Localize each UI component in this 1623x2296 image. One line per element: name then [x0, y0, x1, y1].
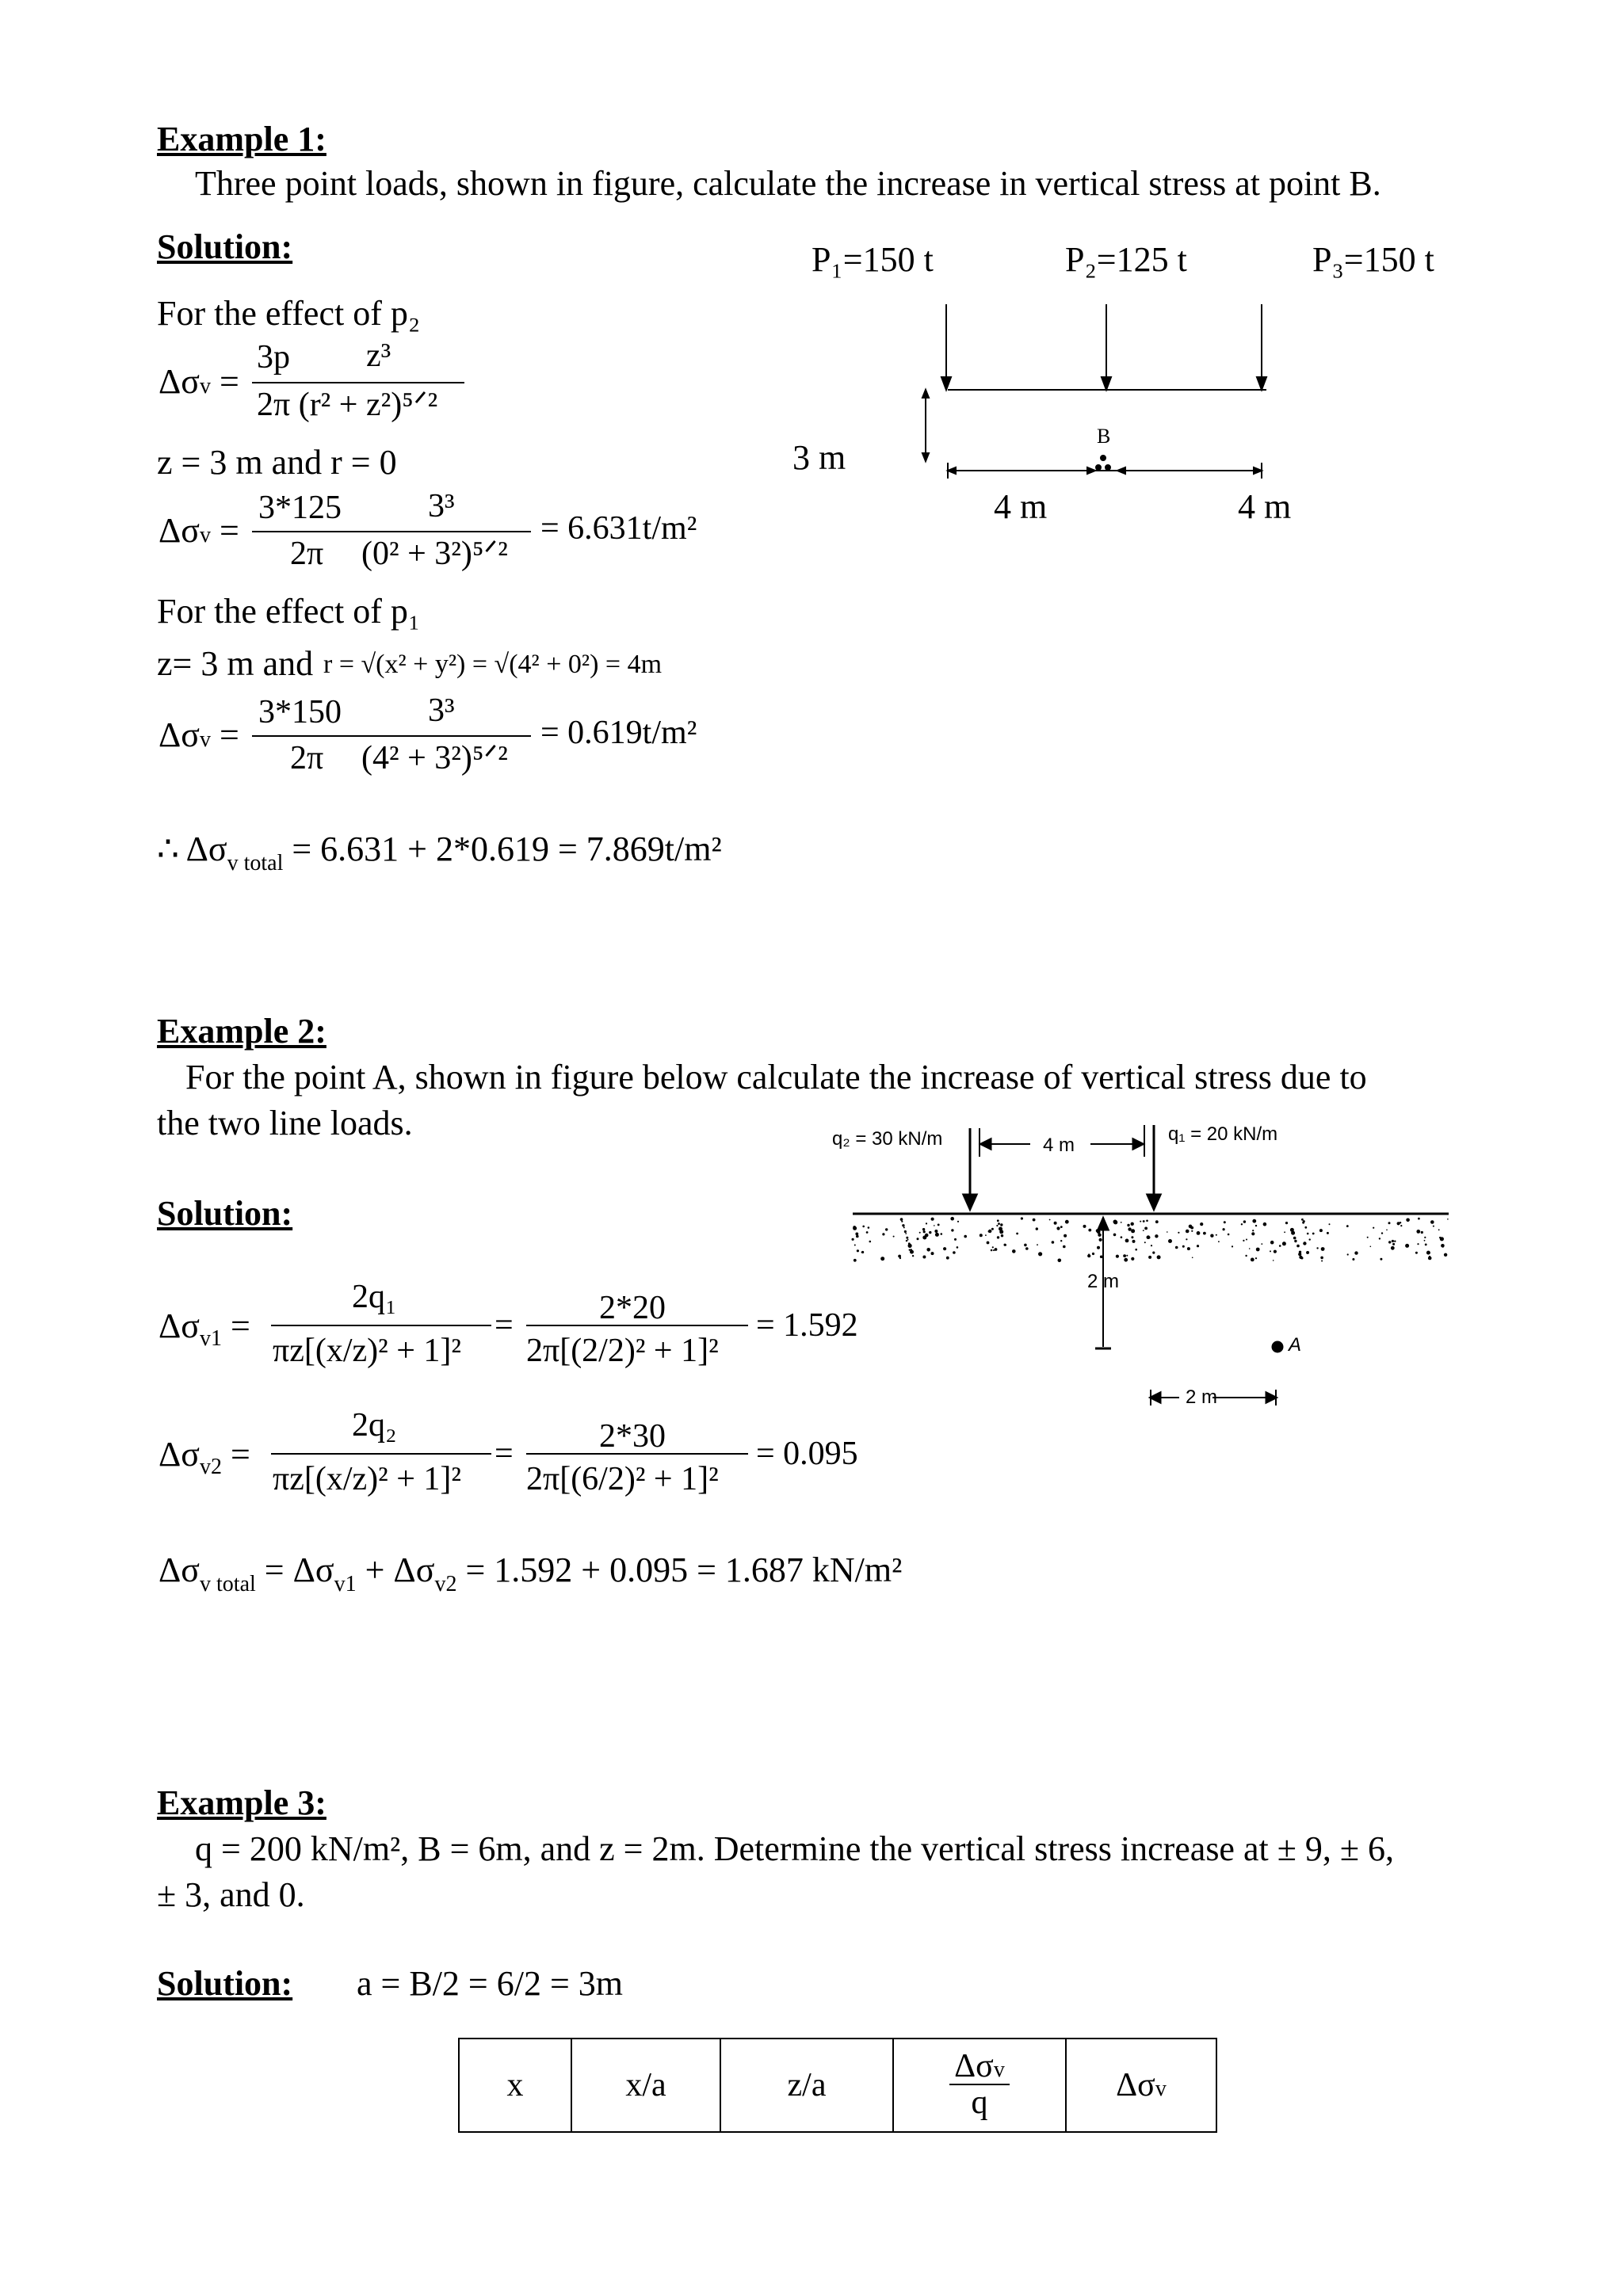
eq1-num-a: 3p — [257, 339, 290, 376]
depth2-label: 2 m — [1087, 1271, 1120, 1292]
p2-label: P₂=125 t — [1065, 240, 1187, 279]
eqv1-num: 2q₁ — [352, 1279, 397, 1315]
eqv1-den: πz[(x/z)² + 1]² — [273, 1333, 461, 1369]
z-r-line2-b: r = √(x² + y²) = √(4² + 0²) = 4m — [323, 650, 663, 679]
eq3-den-a: 2π — [290, 740, 324, 776]
span1-label: 4 m — [994, 487, 1048, 526]
example1-solution-heading: Solution: — [157, 227, 293, 266]
span2-label: 4 m — [1238, 487, 1292, 526]
example3-statement-l2: ± 3, and 0. — [157, 1875, 305, 1914]
q1-label: q₁ = 20 kN/m — [1168, 1123, 1278, 1145]
eq2-lhs: Δσv = — [158, 511, 239, 550]
header-x: x — [459, 2039, 571, 2132]
eqv2-num2: 2*30 — [599, 1418, 666, 1455]
example3-statement-l1: q = 200 kN/m², B = 6m, and z = 2m. Determine the vertical stress increase at ± 9, ± 6, — [195, 1829, 1395, 1868]
example1-title: Example 1: — [157, 120, 327, 158]
offset-label: 2 m — [1186, 1386, 1218, 1408]
header-z-over-a: z/a — [720, 2039, 893, 2132]
eqv1-eq: = — [495, 1307, 514, 1344]
eqv2-den2: 2π[(6/2)² + 1]² — [526, 1461, 719, 1497]
p3-label: P₃=150 t — [1312, 240, 1434, 279]
z-r-line2-a: z= 3 m and — [157, 644, 314, 683]
spacing-label: 4 m — [1043, 1135, 1075, 1156]
example2-statement-l1: For the point A, shown in figure below calculate the increase of vertical stress due to — [185, 1058, 1367, 1097]
p1-label: P₁=150 t — [812, 240, 934, 279]
eq3-num-b: 3³ — [428, 692, 455, 729]
z-r-line: z = 3 m and r = 0 — [157, 443, 397, 482]
eqv2-lhs: $\Delta\sigma_{v2}$ = — [158, 1435, 250, 1479]
example2-solution-heading: Solution: — [157, 1194, 293, 1233]
eq3-result: = 0.619t/m² — [540, 715, 697, 751]
header-dsv-over-q: Δσv q — [893, 2039, 1066, 2132]
example2-title: Example 2: — [157, 1012, 327, 1051]
eq2-num-a: 3*125 — [258, 490, 342, 526]
eq1-den: 2π (r² + z²)⁵ᐟ² — [257, 387, 438, 423]
eqv1-num2: 2*20 — [599, 1290, 666, 1326]
eqv1-lhs: $\Delta\sigma_{v1}$ = — [158, 1306, 250, 1351]
eqv1-result: = 1.592 — [756, 1307, 858, 1344]
ex2-total: $\Delta\sigma_{v total} = \Delta\sigma_{v1} + \Delta\sigma_{v2} = 1.592 + 0.095 = 1.687$ kN/m² — [158, 1550, 903, 1596]
eqv1-den2: 2π[(2/2)² + 1]² — [526, 1333, 719, 1369]
point-a-label: A — [1289, 1334, 1302, 1356]
example3-solution-heading: Solution: — [157, 1964, 293, 2003]
eq3-den-b: (4² + 3²)⁵ᐟ² — [361, 740, 508, 776]
results-table — [458, 2038, 1217, 2133]
eq2-den-a: 2π — [290, 536, 324, 572]
eq2-result: = 6.631t/m² — [540, 510, 697, 547]
point-b-label: B — [1097, 425, 1111, 448]
header-dsv: Δσv — [1066, 2039, 1216, 2132]
ex1-total: ∴ $\Delta\sigma_{v total} = 6.631 + 2*0.619 = 7.869t/m^2$ — [157, 830, 722, 875]
q2-label: q₂ = 30 kN/m — [832, 1128, 943, 1150]
eqv2-num: 2q₂ — [352, 1407, 397, 1444]
eq1-lhs: Δσv = — [158, 362, 239, 401]
table-header-row — [459, 2039, 1216, 2132]
example1-statement: Three point loads, shown in figure, calculate the increase in vertical stress at point B. — [195, 164, 1381, 203]
depth-label: 3 m — [792, 438, 846, 477]
eq3-num-a: 3*150 — [258, 694, 342, 730]
eqv2-eq: = — [495, 1436, 514, 1472]
eq3-lhs: Δσv = — [158, 715, 239, 754]
eqv2-den: πz[(x/z)² + 1]² — [273, 1461, 461, 1497]
header-x-over-a: x/a — [571, 2039, 720, 2132]
example2-statement-l2: the two line loads. — [157, 1104, 413, 1142]
effect-p1-label: For the effect of p₁ — [157, 592, 421, 631]
soil-stipple — [852, 1217, 1449, 1262]
effect-p2-label: For the effect of p₂ — [157, 294, 421, 333]
a-line: a = B/2 = 6/2 = 3m — [357, 1964, 623, 2003]
eq2-num-b: 3³ — [428, 488, 455, 524]
eq2-den-b: (0² + 3²)⁵ᐟ² — [361, 536, 508, 572]
eqv2-result: = 0.095 — [756, 1436, 858, 1472]
eq1-num-b: z³ — [366, 338, 391, 374]
example3-title: Example 3: — [157, 1783, 327, 1822]
